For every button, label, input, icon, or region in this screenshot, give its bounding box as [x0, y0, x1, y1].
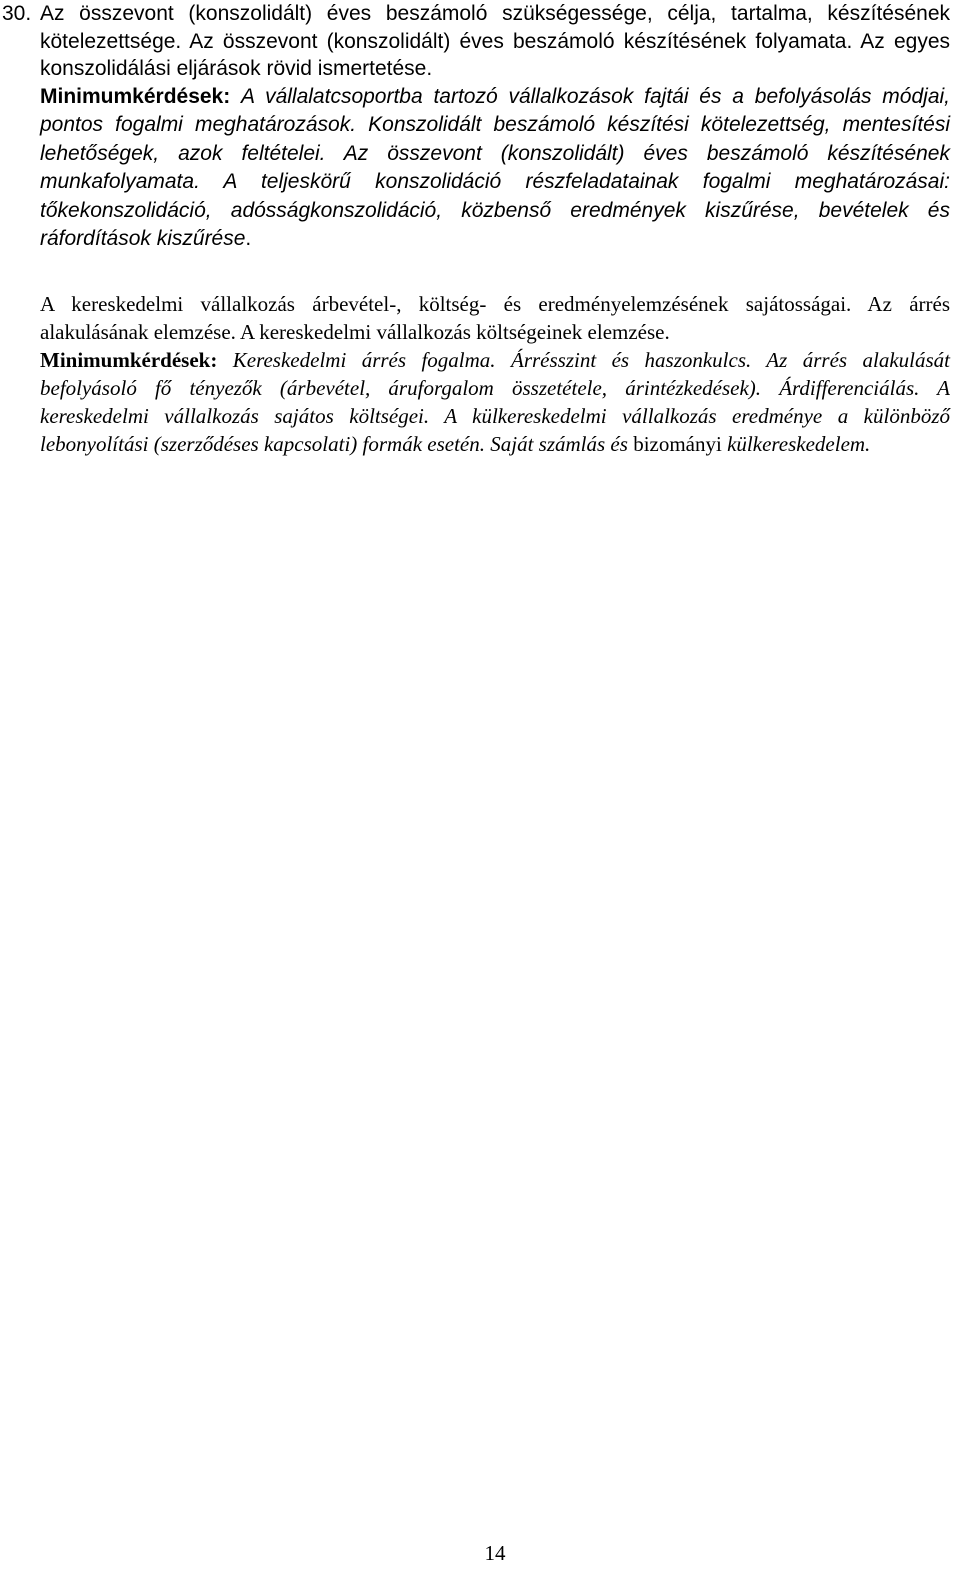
item-30-minimum-questions	[40, 83, 950, 254]
minimum-questions-text-end: külkereskedelem.	[721, 432, 871, 456]
minimum-questions-text: Kereskedelmi árrés fogalma. Árrésszint és haszonkulcs. Az árrés alakulását befolyásoló fő tényezők (árbevétel, áruforgalom összetétele, árintézkedések). Árdifferenciálás. A kereskedelmi vállalkozás sajátos költségei. A külkereskedelmi vállalkozás eredménye a különböző lebonyolítási (szerződéses kapcsolati) formák esetén. Saját számlás és	[40, 348, 950, 456]
exam-item-30	[0, 0, 955, 254]
minimum-questions-plain: bizományi	[633, 432, 722, 456]
exam-item-31	[0, 290, 955, 458]
item-31-intro: A kereskedelmi vállalkozás árbevétel-, költség- és eredményelemzésének sajátosságai. Az árrés alakulásának elemzése. A kereskedelmi vállalkozás költségeinek elemzése.	[40, 292, 950, 344]
item-31-minimum-questions	[40, 346, 950, 458]
minimum-questions-text: A vállalatcsoportba tartozó vállalkozások fajtái és a befolyásolás módjai, pontos fogalmi meghatározások. Konszolidált beszámoló készítési kötelezettség, mentesítési lehetőségek, azok feltételei. Az összevont (konszolidált) éves beszámoló készítésének munkafolyamata. A teljeskörű konszolidáció részfeladatainak fogalmi meghatározásai: tőkekonszolidáció, adósságkonszolidáció, közbenső eredmények kiszűrése, bevételek és ráfordítások kiszűrése	[40, 84, 950, 250]
item-number: 30.	[2, 2, 32, 25]
item-30-intro: Az összevont (konszolidált) éves beszámoló szükségessége, célja, tartalma, készítésének kötelezettsége. Az összevont (konszolidált) éves beszámoló készítésének folyamata. Az egyes konszolidálási eljárások rövid ismertetése.	[40, 2, 950, 80]
minimum-questions-label: Minimumkérdések:	[40, 84, 231, 108]
minimum-questions-end: .	[245, 227, 252, 250]
minimum-questions-label: Minimumkérdések:	[40, 348, 218, 372]
page-number: 14	[484, 1541, 506, 1565]
